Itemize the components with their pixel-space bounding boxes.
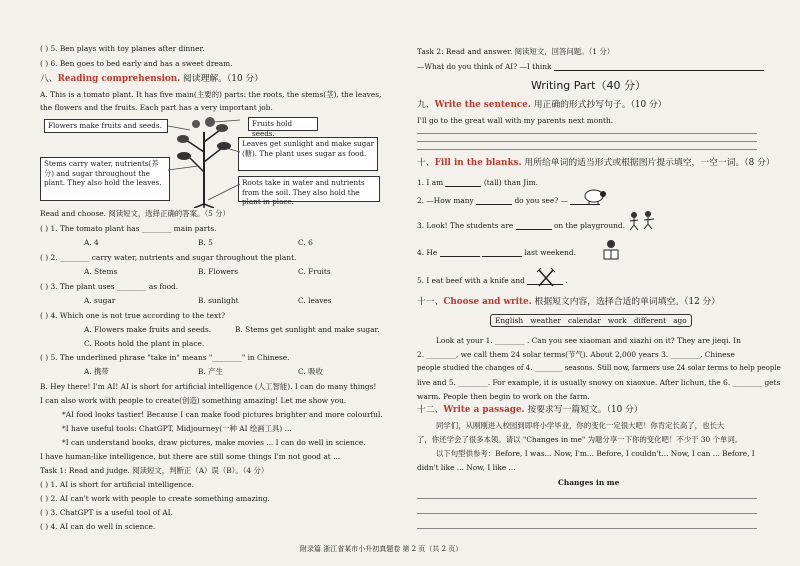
fill-blank[interactable]: [445, 178, 481, 187]
fill-blank[interactable]: [482, 248, 522, 257]
option: C. 6: [298, 238, 313, 247]
answer-blank[interactable]: [554, 62, 764, 71]
children-playing-icon: [626, 209, 658, 231]
question-5: ( ) 5. Ben plays with toy planes after dinner.: [40, 44, 205, 53]
section-number: 八、: [40, 74, 58, 84]
essay-prompt-line: 同学们，从刚刚进入校园到即将小学毕业，你的变化一定很大吧！你肯定长高了，也长大: [436, 421, 725, 430]
fill-question-2: [417, 196, 600, 205]
passage-b-line: I have human-like intelligence, but there are still some things I'm not good at ...: [40, 452, 341, 461]
task-1-instruction: Task 1: Read and judge. 阅读短文，判断正（A）误（B）。（4 分）: [40, 466, 269, 475]
fork-knife-icon: [536, 268, 556, 288]
fill-text: (tall) than Jim.: [483, 178, 538, 187]
fill-question-1: [417, 178, 538, 187]
fill-question-3: [417, 221, 625, 230]
word-bank-item: weather: [530, 316, 561, 325]
essay-prompt-line: 了，你还学会了很多本领。请以 "Changes in me" 为题分享一下你的变化吧！不少于 30 个单词。: [417, 435, 743, 444]
section-11-heading: [417, 297, 720, 308]
section-12-heading: [417, 405, 643, 416]
word-bank-item: different: [633, 316, 667, 325]
writing-line[interactable]: [417, 149, 757, 150]
option: A. Flowers make fruits and seeds.: [84, 325, 212, 334]
fill-text: 1. I am: [417, 178, 444, 187]
passage-b-line: *AI food looks tastier! Because I can make food pictures brighter and more colourful.: [62, 410, 383, 419]
section-title-en: Reading comprehension.: [57, 74, 181, 84]
fill-text: do you see? —: [514, 196, 568, 205]
word-bank-item: calendar: [568, 316, 601, 325]
option: B. sunlight: [198, 296, 239, 305]
word-bank-item: English: [495, 316, 524, 325]
option: B. Flowers: [198, 267, 239, 276]
cloze-line: people studied the changes of 4. ________ seasons. Still now, farmers use 24 solar terms to help people: [417, 364, 781, 372]
passage-a-line: A. This is a tomato plant. It has five main(主要的) parts: the roots, the stems(茎), the leaves,: [40, 90, 382, 99]
option: C. leaves: [298, 296, 332, 305]
task-2-question: [417, 62, 764, 71]
section-10-heading: [417, 158, 775, 169]
passage-b-line: *I have useful tools: ChatGPT, Midjourney(一种 AI 绘画工具) ...: [62, 424, 292, 433]
roots-box: Roots take in water and nutrients from the soil. They also hold the plant in place.: [238, 176, 380, 202]
essay-prompt-line: didn't like ... Now, I like ...: [417, 463, 516, 472]
option: B. 5: [198, 238, 213, 247]
section-title-cn: 根据短文内容，选择合适的单词填空。（12 分）: [531, 297, 721, 307]
passage-b-line: B. Hey there! I'm AI! AI is short for artificial intelligence (人工智能). I can do many things!: [40, 382, 377, 391]
writing-line[interactable]: [417, 141, 757, 142]
passage-b-line: I can also work with people to create(创造) something amazing! Let me show you.: [40, 396, 347, 405]
fill-text: 2. —How many: [417, 196, 474, 205]
section-number: 十一、: [417, 297, 444, 307]
leaves-box: Leaves get sunlight and make sugar (糖). The plant uses sugar as food.: [238, 137, 378, 171]
fill-text: .: [565, 276, 568, 285]
essay-prompt-line: 以下句型供参考：Before, I was... Now, I'm... Before, I couldn't... Now, I can ... Before, I: [436, 449, 755, 458]
option: A. Stems: [84, 267, 118, 276]
word-bank-item: ago: [673, 316, 687, 325]
fill-blank[interactable]: [516, 221, 552, 230]
option: C. 吸收: [298, 367, 323, 376]
section-title-cn: 用所给单词的适当形式或根据图片提示填空，一空一词。（8 分）: [521, 158, 775, 168]
word-bank-item: work: [607, 316, 627, 325]
mc-question-5: ( ) 5. The underlined phrase "take in" means "________" in Chinese.: [40, 353, 290, 362]
word-bank: [490, 314, 692, 327]
page-footer: 附录篇 浙江省某市小升初真题卷 第 2 页（共 2 页）: [300, 545, 463, 553]
question-6: ( ) 6. Ben goes to bed early and has a sweet dream.: [40, 59, 233, 68]
writing-line[interactable]: [417, 133, 757, 134]
fill-text: last weekend.: [524, 248, 576, 257]
mc-question-4: ( ) 4. Which one is not true according to the text?: [40, 311, 226, 320]
fill-question-4: [417, 248, 576, 257]
section-8-heading: [40, 74, 263, 85]
fill-text: 5. I eat beef with a knife and: [417, 276, 525, 285]
cloze-line: warm. People then begin to work on the farm.: [417, 392, 590, 401]
essay-title: Changes in me: [558, 478, 620, 487]
mc-question-1: ( ) 1. The tomato plant has ________ main parts.: [40, 224, 217, 233]
option: A. sugar: [84, 296, 116, 305]
task-a-instruction: Read and choose. 阅读短文，选择正确的答案。（5 分）: [40, 209, 230, 218]
section-number: 十二、: [417, 405, 444, 415]
sheep-icon: [582, 186, 608, 206]
section-title-en: Choose and write.: [443, 297, 532, 307]
fill-blank[interactable]: [476, 196, 512, 205]
section-title-cn: 阅读理解。（10 分）: [180, 74, 264, 84]
option: B. Stems get sunlight and make sugar.: [235, 325, 380, 334]
fill-blank[interactable]: [440, 248, 480, 257]
judge-question-3: ( ) 3. ChatGPT is a useful tool of AI.: [40, 508, 173, 517]
writing-part-title: Writing Part（40 分）: [531, 79, 646, 92]
tomato-plant-illustration: [168, 112, 240, 208]
mc-question-3: ( ) 3. The plant uses ________ as food.: [40, 282, 179, 291]
cloze-line: 2. ________, we call them 24 solar terms(节气). About 2,000 years 3. ________, Chinese: [417, 350, 735, 359]
stems-box: Stems carry water, nutrients(养分) and sugar throughout the plant. They also hold the leaves.: [40, 157, 170, 201]
sentence-to-copy: I'll go to the great wall with my parents next month.: [417, 116, 614, 125]
task-2-instruction: Task 2: Read and answer. 阅读短文，回答问题。（1 分）: [417, 47, 615, 56]
fruits-box: Fruits hold seeds.: [248, 117, 318, 131]
mc-question-2: ( ) 2. ________ carry water, nutrients and sugar throughout the plant.: [40, 253, 297, 262]
option: B. 产生: [198, 367, 223, 376]
reading-person-icon: [601, 238, 621, 262]
fill-text: on the playground.: [553, 221, 625, 230]
section-title-en: Fill in the blanks.: [434, 158, 522, 168]
option: A. 4: [84, 238, 99, 247]
word-bank-box: [490, 314, 692, 327]
section-title-en: Write the sentence.: [434, 100, 531, 110]
passage-b-line: *I can understand books, draw pictures, make movies ... I can do well in science.: [62, 438, 366, 447]
option: C. Roots hold the plant in place.: [84, 339, 205, 348]
essay-writing-line[interactable]: [417, 513, 757, 514]
section-number: 九、: [417, 100, 435, 110]
section-title-cn: 用正确的形式抄写句子。（10 分）: [530, 100, 667, 110]
task-2-text: —What do you think of AI? —I think: [417, 62, 552, 71]
passage-a-line: the flowers and the fruits. Each part has a very important job.: [40, 103, 273, 112]
section-title-en: Write a passage.: [443, 405, 525, 415]
option: C. Fruits: [298, 267, 331, 276]
essay-writing-line[interactable]: [417, 528, 757, 529]
fill-text: 4. He: [417, 248, 438, 257]
flowers-box: Flowers make fruits and seeds.: [44, 119, 168, 133]
cloze-line: live and 5. ________. For example, it is usually snowy on xiaoxue. After lichun, the 6. ________ gets: [417, 378, 781, 387]
judge-question-1: ( ) 1. AI is short for artificial intelligence.: [40, 480, 195, 489]
fill-text: 3. Look! The students are: [417, 221, 514, 230]
cloze-line: Look at your 1. ________ . Can you see xiaoman and xiazhi on it? They are jieqi. In: [436, 336, 741, 345]
section-number: 十、: [417, 158, 435, 168]
section-title-cn: 按要求写一篇短文。（10 分）: [524, 405, 643, 415]
essay-writing-line[interactable]: [417, 498, 757, 499]
judge-question-4: ( ) 4. AI can do well in science.: [40, 522, 156, 531]
judge-question-2: ( ) 2. AI can't work with people to create something amazing.: [40, 494, 270, 503]
section-9-heading: [417, 100, 666, 111]
option: A. 携带: [84, 367, 109, 376]
